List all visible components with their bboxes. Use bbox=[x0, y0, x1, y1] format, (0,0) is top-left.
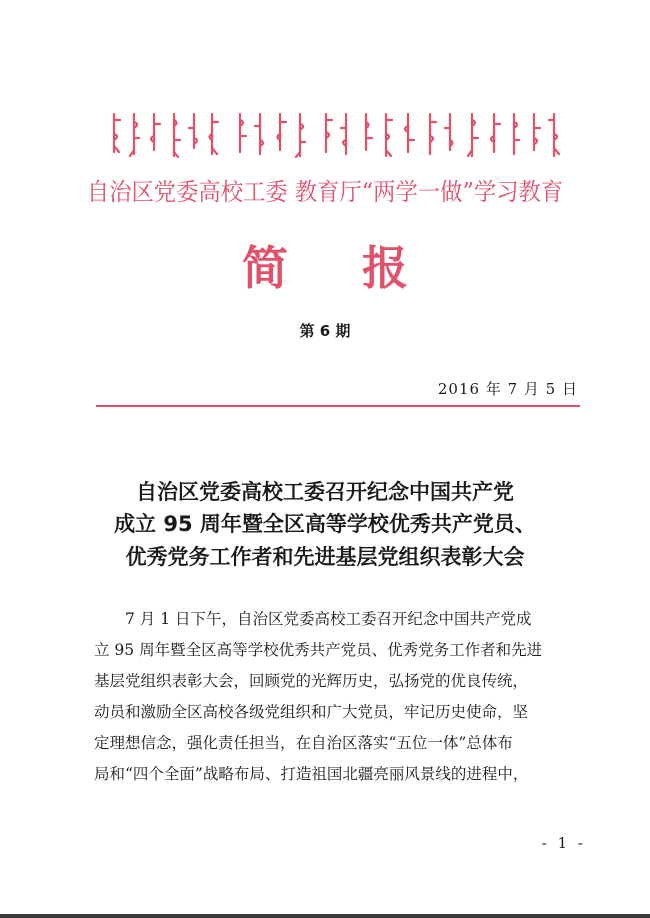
body-line: 基层党组织表彰大会，回顾党的光辉历史，弘扬党的优良传统， bbox=[94, 672, 529, 690]
headline-line-3: 优秀党务工作者和先进基层党组织表彰大会 bbox=[125, 545, 525, 569]
issue-number: 第 6 期 bbox=[299, 322, 351, 340]
scan-bottom-edge bbox=[0, 914, 650, 918]
article-body bbox=[94, 604, 584, 790]
body-line: 立 95 周年暨全区高等学校优秀共产党员、优秀党务工作者和先进 bbox=[94, 641, 543, 659]
body-line: 7 月 1 日下午，自治区党委高校工委召开纪念中国共产党成 bbox=[94, 610, 532, 628]
publish-date: 2016 年 7 月 5 日 bbox=[437, 380, 578, 398]
red-divider-line bbox=[96, 405, 580, 407]
mongolian-script-header bbox=[108, 110, 573, 162]
headline-line-1: 自治区党委高校工委召开纪念中国共产党 bbox=[136, 480, 514, 504]
body-line: 定理想信念，强化责任担当，在自治区落实“五位一体”总体布 bbox=[94, 734, 513, 752]
page-number: - 1 - bbox=[541, 834, 586, 852]
org-title: 自治区党委高校工委 教育厅“两学一做”学习教育 bbox=[86, 178, 564, 206]
body-line: 局和“四个全面”战略布局、打造祖国北疆亮丽风景线的进程中， bbox=[94, 765, 529, 783]
bulletin-title: 简报 bbox=[242, 241, 482, 295]
headline-line-2: 成立 95 周年暨全区高等学校优秀共产党员、 bbox=[114, 512, 536, 536]
body-line: 动员和激励全区高校各级党组织和广大党员，牢记历史使命，坚 bbox=[94, 703, 529, 721]
